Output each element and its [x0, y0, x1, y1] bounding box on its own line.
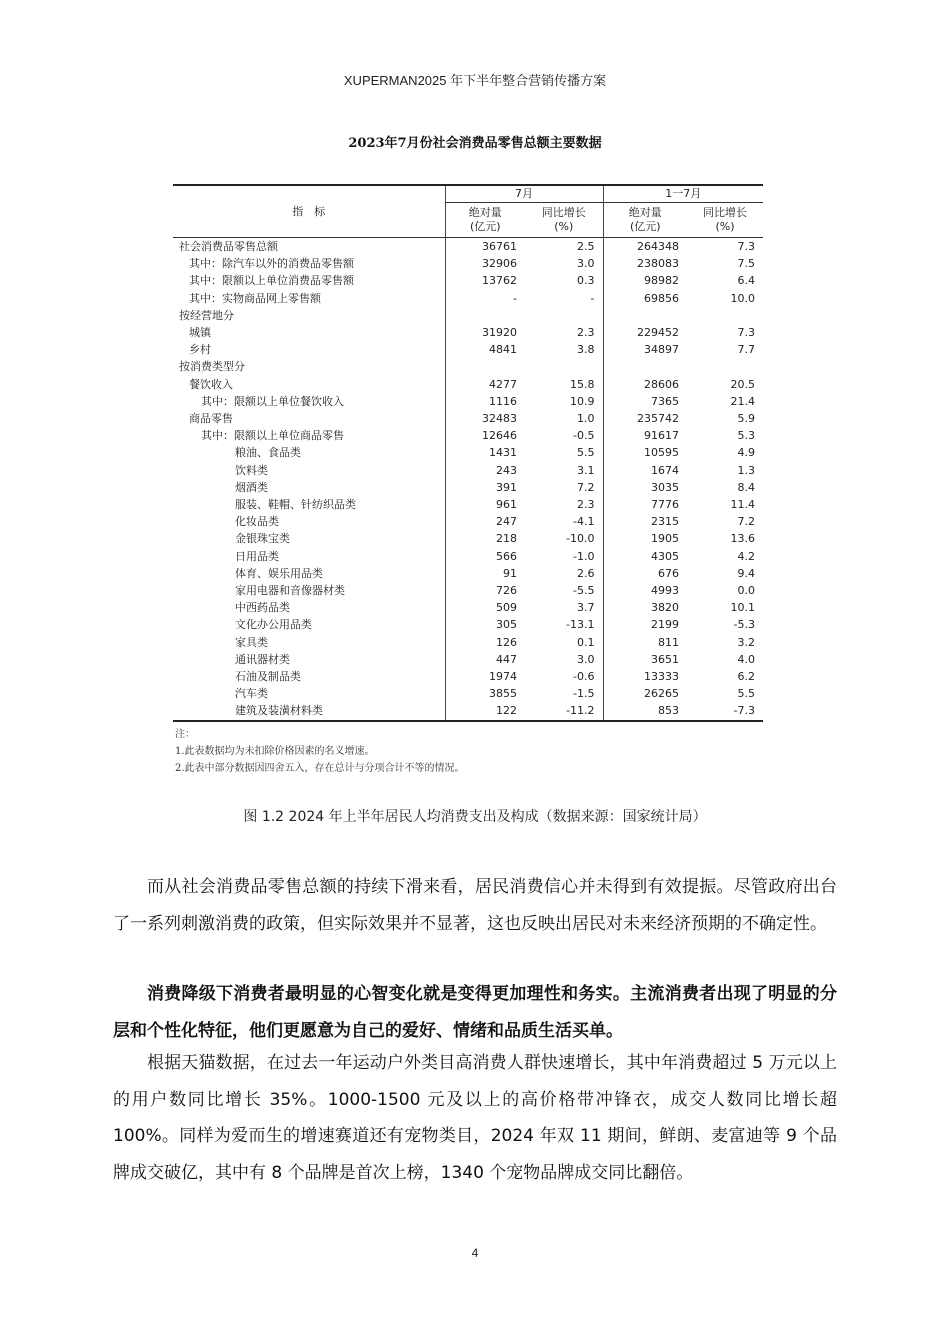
row-label: 饮料类 [235, 463, 268, 477]
paragraph: 而从社会消费品零售总额的持续下滑来看，居民消费信心并未得到有效提振。尽管政府出台了一系列刺激消费的政策，但实际效果并不显著，这也反映出居民对未来经济预期的不确定性。 [113, 877, 837, 934]
row-label: 其中：限额以上单位消费品零售额 [189, 274, 354, 288]
janjul-abs-value [603, 307, 687, 324]
table-row [173, 548, 763, 565]
janjul-yoy-value: 21.4 [730, 394, 755, 408]
july-yoy-value: 3.7 [577, 601, 595, 615]
row-label: 通讯器材类 [235, 652, 290, 666]
janjul-abs-value: 13333 [603, 668, 687, 685]
janjul-abs-value: 98982 [603, 272, 687, 289]
group-header-july: 7月 [445, 185, 603, 203]
july-abs-value: 122 [445, 702, 525, 720]
note-item: 2.此表中部分数据因四舍五入，存在总计与分项合计不等的情况。 [175, 763, 465, 774]
july-yoy-value: 5.5 [577, 446, 595, 460]
july-yoy-value: 3.0 [577, 652, 595, 666]
col-yoy-label: 同比增长 [703, 206, 747, 219]
table-row [173, 290, 763, 307]
july-abs-value: 447 [445, 651, 525, 668]
table-row [173, 530, 763, 547]
janjul-yoy-value: -5.3 [733, 618, 755, 632]
row-label: 日用品类 [235, 549, 279, 563]
janjul-yoy-value: 4.0 [737, 652, 755, 666]
july-yoy-value: 2.5 [577, 240, 595, 253]
table-row [173, 582, 763, 599]
col-yoy-label: 同比增长 [541, 206, 586, 219]
row-label: 汽车类 [235, 687, 268, 701]
janjul-abs-value: 853 [603, 702, 687, 720]
july-abs-value: 1116 [445, 393, 525, 410]
indicator-header: 指 标 [173, 185, 445, 238]
july-yoy-value: 10.9 [570, 394, 595, 408]
janjul-abs-value: 811 [603, 634, 687, 651]
paragraph: 根据天猫数据，在过去一年运动户外类目高消费人群快速增长，其中年消费超过 5 万元以上的用户数同比增长 35%。1000-1500 元及以上的高价格带冲锋衣，成交人数同比增长超 100%。同样为爱而生的增速赛道还有宠物类目，2024 年双 11 期间，鲜朗、麦富迪等 9 个品牌成交破亿，其中有 8 个品牌是首次上榜，1340 个宠物品牌成交同比翻倍。 [113, 1053, 837, 1183]
row-label: 烟酒类 [235, 480, 268, 494]
table-row [173, 255, 763, 272]
janjul-abs-value: 2199 [603, 616, 687, 633]
table-row [173, 444, 763, 461]
july-abs-value: 509 [445, 599, 525, 616]
janjul-yoy-value: 5.3 [737, 429, 755, 443]
janjul-yoy-value: 8.4 [737, 480, 755, 494]
col-header-abs-jan-jul [603, 203, 687, 238]
bold-paragraph: 消费降级下消费者最明显的心智变化就是变得更加理性和务实。主流消费者出现了明显的分层和个性化特征，他们更愿意为自己的爱好、情绪和品质生活买单。 [113, 984, 837, 1041]
row-label: 文化办公用品类 [235, 618, 312, 632]
july-abs-value: 126 [445, 634, 525, 651]
table-row [173, 616, 763, 633]
july-yoy-value: 2.6 [577, 566, 595, 580]
row-label: 石油及制品类 [235, 670, 301, 684]
july-yoy-value: 0.1 [577, 635, 595, 649]
col-abs-unit: (亿元) [469, 220, 501, 233]
janjul-abs-value: 238083 [603, 255, 687, 272]
table-row [173, 651, 763, 668]
janjul-yoy-value: 7.5 [737, 257, 755, 271]
col-header-yoy-jan-jul [687, 203, 763, 238]
janjul-abs-value: 3651 [603, 651, 687, 668]
janjul-yoy-value: 9.4 [737, 566, 755, 580]
july-abs-value: 305 [445, 616, 525, 633]
july-abs-value: 243 [445, 462, 525, 479]
july-abs-value: 12646 [445, 427, 525, 444]
table-row [173, 479, 763, 496]
row-label: 家用电器和音像器材类 [235, 584, 345, 598]
july-yoy-value: 2.3 [577, 326, 595, 340]
janjul-abs-value: 235742 [603, 410, 687, 427]
janjul-yoy-value: 3.2 [737, 635, 755, 649]
col-yoy-unit: (%) [715, 220, 735, 233]
row-label: 餐饮收入 [189, 377, 233, 391]
table-row [173, 427, 763, 444]
july-yoy-value: 3.1 [577, 463, 595, 477]
july-abs-value: 218 [445, 530, 525, 547]
janjul-abs-value: 10595 [603, 444, 687, 461]
janjul-yoy-value: 7.7 [737, 343, 755, 357]
janjul-yoy-value: 5.5 [737, 687, 755, 701]
row-label: 粮油、食品类 [235, 446, 301, 460]
july-yoy-value [525, 307, 603, 324]
july-yoy-value: 15.8 [570, 377, 595, 391]
july-yoy-value: -10.0 [566, 532, 595, 546]
table-row [173, 668, 763, 685]
row-label: 其中：限额以上单位商品零售 [201, 429, 344, 443]
janjul-abs-value: 91617 [603, 427, 687, 444]
page-header: XUPERMAN2025 年下半年整合营销传播方案 [343, 73, 607, 88]
janjul-yoy-value: 7.3 [737, 240, 755, 253]
janjul-yoy-value: 13.6 [730, 532, 755, 546]
table-row [173, 376, 763, 393]
janjul-abs-value: 26265 [603, 685, 687, 702]
july-yoy-value: -1.0 [573, 549, 595, 563]
row-label: 乡村 [189, 343, 211, 357]
july-yoy-value: -13.1 [566, 618, 595, 632]
row-label: 建筑及装潢材料类 [173, 702, 445, 720]
janjul-yoy-value: 10.1 [730, 601, 755, 615]
row-label: 城镇 [189, 326, 211, 340]
table-title: 2023年7月份社会消费品零售总额主要数据 [348, 136, 602, 151]
table-row [173, 702, 763, 720]
table-row [173, 410, 763, 427]
janjul-abs-value: 264348 [603, 238, 687, 256]
janjul-abs-value: 7365 [603, 393, 687, 410]
table-row [173, 272, 763, 289]
table-row [173, 496, 763, 513]
janjul-abs-value: 1905 [603, 530, 687, 547]
page-number: 4 [471, 1246, 479, 1260]
table-row [173, 634, 763, 651]
group-header-jan-jul: 1一7月 [603, 185, 763, 203]
table-row [173, 341, 763, 358]
july-yoy-value: 2.3 [577, 498, 595, 512]
janjul-yoy-value: 4.2 [737, 549, 755, 563]
july-abs-value: 32483 [445, 410, 525, 427]
col-abs-unit: (亿元) [629, 220, 661, 233]
row-label: 中西药品类 [235, 601, 290, 615]
july-abs-value: 31920 [445, 324, 525, 341]
table-row [173, 685, 763, 702]
col-abs-label: 绝对量 [468, 206, 502, 219]
july-yoy-value: -4.1 [573, 515, 595, 529]
janjul-yoy-value: 6.2 [737, 670, 755, 684]
july-yoy-value: 7.2 [577, 480, 595, 494]
janjul-yoy-value: 1.3 [737, 463, 755, 477]
janjul-yoy-value [687, 307, 763, 324]
janjul-abs-value: 1674 [603, 462, 687, 479]
row-label: 商品零售 [189, 412, 233, 426]
janjul-yoy-value: 20.5 [730, 377, 755, 391]
july-abs-value: 3855 [445, 685, 525, 702]
july-yoy-value: -0.5 [573, 429, 595, 443]
janjul-abs-value: 7776 [603, 496, 687, 513]
janjul-yoy-value: 7.2 [737, 515, 755, 529]
july-abs-value [445, 358, 525, 375]
july-abs-value: - [445, 290, 525, 307]
july-yoy-value: - [590, 291, 595, 305]
july-abs-value: 1974 [445, 668, 525, 685]
row-label: 社会消费品零售总额 [179, 240, 278, 253]
janjul-yoy-value: 4.9 [737, 446, 755, 460]
table-notes [175, 726, 465, 777]
col-header-yoy-july [525, 203, 603, 238]
july-abs-value: 1431 [445, 444, 525, 461]
table-body [173, 238, 763, 721]
july-yoy-value: -5.5 [573, 584, 595, 598]
col-abs-label: 绝对量 [628, 206, 662, 219]
table-row [173, 238, 763, 256]
row-label: 化妆品类 [235, 515, 279, 529]
july-yoy-value: 3.8 [577, 343, 595, 357]
july-abs-value: 36761 [445, 238, 525, 256]
july-abs-value: 13762 [445, 272, 525, 289]
table-row [173, 393, 763, 410]
july-yoy-value: -0.6 [573, 670, 595, 684]
table-row [173, 307, 763, 324]
row-label: 体育、娱乐用品类 [235, 566, 323, 580]
janjul-abs-value [603, 358, 687, 375]
janjul-yoy-value: 11.4 [730, 498, 755, 512]
july-abs-value [445, 307, 525, 324]
janjul-abs-value: 4305 [603, 548, 687, 565]
janjul-abs-value: 28606 [603, 376, 687, 393]
janjul-yoy-value [687, 358, 763, 375]
row-label: 服装、鞋帽、针纺织品类 [235, 498, 356, 512]
janjul-yoy-value: 10.0 [730, 291, 755, 305]
july-abs-value: 247 [445, 513, 525, 530]
janjul-abs-value: 34897 [603, 341, 687, 358]
july-abs-value: 4277 [445, 376, 525, 393]
row-label: 按经营地分 [179, 308, 234, 322]
table-row [173, 324, 763, 341]
july-yoy-value [525, 358, 603, 375]
july-abs-value: 32906 [445, 255, 525, 272]
july-abs-value: 961 [445, 496, 525, 513]
janjul-abs-value: 3820 [603, 599, 687, 616]
july-abs-value: 91 [445, 565, 525, 582]
retail-sales-table [173, 184, 763, 722]
janjul-abs-value: 69856 [603, 290, 687, 307]
table-row [173, 513, 763, 530]
row-label: 其中：限额以上单位餐饮收入 [201, 394, 344, 408]
col-header-abs-july [445, 203, 525, 238]
july-yoy-value: 0.3 [577, 274, 595, 288]
janjul-abs-value: 2315 [603, 513, 687, 530]
janjul-yoy-value: 0.0 [737, 584, 755, 598]
janjul-yoy-value: 7.3 [737, 326, 755, 340]
figure-caption: 图 1.2 2024 年上半年居民人均消费支出及构成（数据来源：国家统计局） [243, 809, 707, 825]
row-label: 其中：除汽车以外的消费品零售额 [189, 257, 354, 271]
july-yoy-value: 3.0 [577, 257, 595, 271]
july-abs-value: 726 [445, 582, 525, 599]
table-row [173, 462, 763, 479]
note-item: 1.此表数据均为未扣除价格因素的名义增速。 [175, 746, 375, 757]
note-heading: 注： [175, 729, 195, 740]
july-abs-value: 391 [445, 479, 525, 496]
july-abs-value: 4841 [445, 341, 525, 358]
table-row [173, 358, 763, 375]
july-yoy-value: -1.5 [573, 687, 595, 701]
row-label: 按消费类型分 [179, 360, 245, 374]
july-yoy-value: -11.2 [525, 702, 603, 720]
janjul-abs-value: 3035 [603, 479, 687, 496]
july-abs-value: 566 [445, 548, 525, 565]
row-label: 家具类 [235, 635, 268, 649]
july-yoy-value: 1.0 [577, 412, 595, 426]
janjul-yoy-value: 5.9 [737, 412, 755, 426]
janjul-abs-value: 676 [603, 565, 687, 582]
janjul-yoy-value: 6.4 [737, 274, 755, 288]
table-row [173, 565, 763, 582]
col-yoy-unit: (%) [554, 220, 574, 233]
janjul-abs-value: 229452 [603, 324, 687, 341]
janjul-abs-value: 4993 [603, 582, 687, 599]
row-label: 金银珠宝类 [235, 532, 290, 546]
table-row [173, 599, 763, 616]
janjul-yoy-value: -7.3 [687, 702, 763, 720]
row-label: 其中：实物商品网上零售额 [189, 291, 321, 305]
